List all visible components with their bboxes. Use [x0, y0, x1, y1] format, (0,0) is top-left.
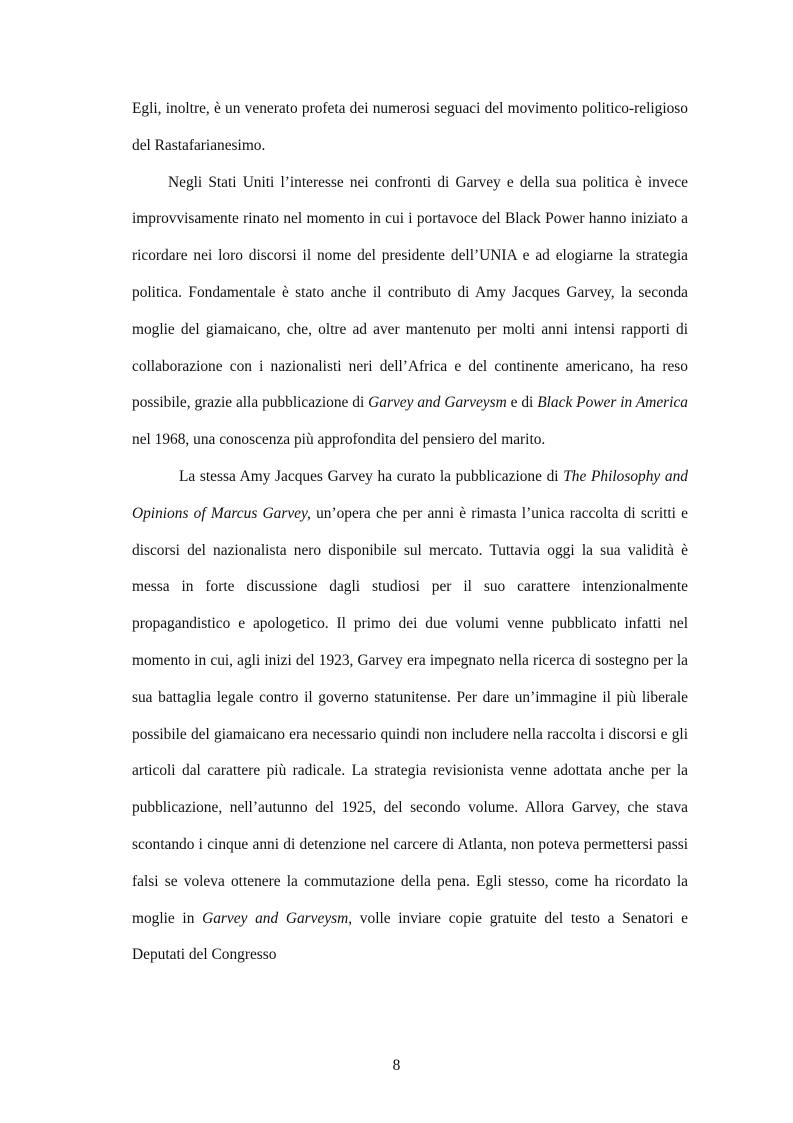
paragraph-3 [132, 459, 688, 974]
book-title-philosophy-and-opinions: The Philosophy and Opinions of Marcus Garvey, [132, 467, 688, 522]
page-number: 8 [392, 1057, 401, 1074]
paragraph-2-text-c: nel 1968, una conoscenza più approfondita del pensiero del marito. [132, 431, 546, 449]
paragraph-1-text: Egli, inoltre, è un venerato profeta dei numerosi seguaci del movimento politico-religioso del Rastafarianesimo. [132, 100, 688, 154]
book-title-black-power-in-america: Black Power in America [537, 394, 688, 412]
paragraph-3-text-a: La stessa Amy Jacques Garvey ha curato la pubblicazione di [179, 467, 564, 485]
book-title-garvey-and-garveysm-2: Garvey and Garveysm [202, 909, 349, 927]
paragraph-2-text-a: Negli Stati Uniti l’interesse nei confronti di Garvey e della sua politica è invece improvvisamente rinato nel momento in cui i portavoce del Black Power hanno iniziato a ricordare nei loro discorsi il nome del presidente dell’UNIA e ad elogiarne la strategia politica. Fondamentale è stato anche il contributo di Amy Jacques Garvey, la seconda moglie del giamaicano, che, oltre ad aver mantenuto per molti anni intensi rapporti di collaborazione con i nazionalisti neri dell’Africa e del continente americano, ha reso possibile, grazie alla pubblicazione di [132, 173, 688, 412]
paragraph-2-text-b: e di [506, 394, 538, 412]
paragraph-1 [132, 91, 688, 165]
paragraph-2 [132, 165, 688, 459]
paragraph-3-text-c: , volle inviare copie gratuite del testo a Senatori e Deputati del Congresso [132, 909, 688, 964]
body-text [132, 91, 688, 974]
book-title-garvey-and-garveysm: Garvey and Garveysm [368, 394, 507, 412]
paragraph-3-text-b: un’opera che per anni è rimasta l’unica raccolta di scritti e discorsi del nazionalista nero disponibile sul mercato. Tuttavia oggi la sua validità è messa in forte discussione dagli studiosi per il suo carattere intenzionalmente propagandistico e apologetico. Il primo dei due volumi venne pubblicato infatti nel momento in cui, agli inizi del 1923, Garvey era impegnato nella ricerca di sostegno per la sua battaglia legale contro il governo statunitense. Per dare un’immagine il più liberale possibile del giamaicano era necessario quindi non includere nella raccolta i discorsi e gli articoli dal carattere più radicale. La strategia revisionista venne adottata anche per la pubblicazione, nell’autunno del 1925, del secondo volume. Allora Garvey, che stava scontando i cinque anni di detenzione nel carcere di Atlanta, non poteva permettersi passi falsi se voleva ottenere la commutazione della pena. Egli stesso, come ha ricordato la moglie in [132, 504, 688, 927]
